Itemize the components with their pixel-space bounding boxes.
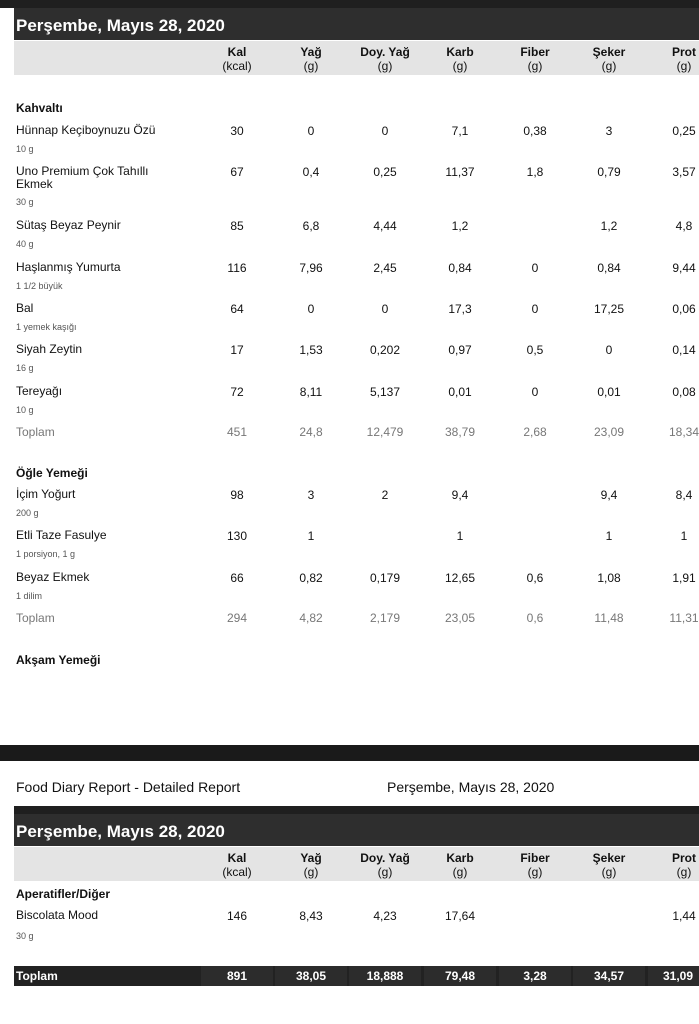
food-value-0: 17 (230, 343, 244, 357)
meal-label-snacks: Aperatifler/Diğer (16, 887, 111, 901)
food-value-2: 0,25 (373, 165, 397, 179)
food-value-5: 9,4 (600, 488, 618, 502)
page2-header-strip (14, 806, 699, 814)
food-name: Tereyağı (16, 384, 63, 398)
food-value-6: 0,06 (672, 302, 696, 316)
grand-total-value-1: 38,05 (275, 966, 347, 986)
meal-total-value-3: 23,05 (444, 611, 476, 625)
column-header-4 (500, 45, 570, 73)
food-value-6: 1 (680, 529, 688, 543)
column-unit: (g) (601, 59, 617, 73)
column-header-row (14, 41, 699, 75)
food-value-6: 0,25 (672, 124, 696, 138)
food-value-5: 17,25 (593, 302, 625, 316)
column-name: Prot (672, 851, 696, 865)
food-value-0: 67 (230, 165, 244, 179)
food-value-2: 0 (381, 124, 389, 138)
food-value-6: 0,14 (672, 343, 696, 357)
food-value-2: 2,45 (373, 261, 397, 275)
column-name: Kal (227, 851, 247, 865)
column-name: Fiber (520, 851, 550, 865)
food-value-1: 1,53 (299, 343, 323, 357)
day-title-2: Perşembe, Mayıs 28, 2020 (16, 822, 225, 841)
food-value-2: 2 (381, 488, 389, 502)
grand-total-value-6: 31,09 (648, 966, 699, 986)
meal-total-label: Toplam (16, 425, 55, 439)
column-unit: (g) (377, 59, 393, 73)
food-name: Beyaz Ekmek (16, 570, 90, 584)
food-serving: 30 g (16, 197, 34, 207)
food-value-3: 17,64 (444, 909, 476, 923)
food-name: Sütaş Beyaz Peynir (16, 218, 121, 232)
column-name: Şeker (592, 45, 626, 59)
food-value-3: 1 (456, 529, 464, 543)
food-value-2: 4,23 (373, 909, 397, 923)
column-name: Fiber (520, 45, 550, 59)
column-header-3 (425, 851, 495, 879)
meal-total-value-1: 4,82 (299, 611, 323, 625)
column-header-6 (649, 851, 699, 879)
food-value-3: 7,1 (451, 124, 469, 138)
food-value-5: 0,79 (597, 165, 621, 179)
food-value-4: 0 (531, 385, 539, 399)
meal-total-value-6: 18,34 (668, 425, 699, 439)
meal-label-breakfast: Kahvaltı (16, 101, 63, 115)
column-name: Karb (446, 851, 474, 865)
food-value-6: 3,57 (672, 165, 696, 179)
food-value-1: 6,8 (302, 219, 320, 233)
food-value-1: 8,43 (299, 909, 323, 923)
food-value-5: 1,08 (597, 571, 621, 585)
food-value-0: 146 (226, 909, 248, 923)
food-name: Etli Taze Fasulye (16, 528, 107, 542)
meal-total-value-1: 24,8 (299, 425, 323, 439)
food-value-0: 116 (227, 261, 247, 275)
column-unit: (g) (377, 865, 393, 879)
day-title: Perşembe, Mayıs 28, 2020 (16, 16, 225, 35)
column-name: Yağ (300, 851, 322, 865)
column-name: Karb (446, 45, 474, 59)
food-serving: 1 dilim (16, 591, 43, 601)
column-header-5 (574, 851, 644, 879)
food-name: Uno Premium Çok Tahıllı Ekmek (16, 164, 149, 191)
report-title: Food Diary Report - Detailed Report (16, 779, 241, 795)
meal-label-lunch: Öğle Yemeği (16, 466, 88, 480)
food-value-0: 98 (230, 488, 244, 502)
food-value-5: 0 (605, 343, 613, 357)
food-name: Siyah Zeytin (16, 342, 83, 356)
food-value-6: 0,08 (672, 385, 696, 399)
food-name: Hünnap Keçiboynuzu Özü (16, 123, 156, 137)
grand-total-value-5: 34,57 (573, 966, 645, 986)
column-unit: (g) (452, 865, 468, 879)
page-separator (0, 745, 699, 761)
food-value-2: 0,202 (369, 343, 401, 357)
food-value-1: 0,4 (302, 165, 320, 179)
food-value-0: 64 (230, 302, 244, 316)
food-value-2: 0,179 (369, 571, 401, 585)
food-value-3: 11,37 (445, 165, 475, 179)
food-serving: 10 g (16, 144, 34, 154)
meal-total-value-4: 0,6 (526, 611, 544, 625)
food-value-5: 3 (605, 124, 613, 138)
column-header-1 (276, 851, 346, 879)
column-unit: (kcal) (222, 865, 252, 879)
food-value-3: 12,65 (444, 571, 476, 585)
meal-total-value-2: 2,179 (369, 611, 401, 625)
meal-total-value-3: 38,79 (444, 425, 476, 439)
food-value-4: 0 (531, 261, 539, 275)
column-header-0 (202, 45, 272, 73)
column-unit: (g) (676, 59, 692, 73)
food-value-6: 9,44 (672, 261, 696, 275)
food-serving: 30 g (16, 931, 34, 941)
column-unit: (g) (527, 59, 543, 73)
food-value-1: 0 (307, 124, 315, 138)
food-value-4: 1,8 (526, 165, 544, 179)
meal-total-value-0: 294 (226, 611, 248, 625)
food-value-4: 0,5 (526, 343, 544, 357)
food-value-6: 1,44 (672, 909, 696, 923)
food-name: Biscolata Mood (16, 908, 99, 922)
grand-total-value-0: 891 (201, 966, 273, 986)
day-title-bar-2 (14, 814, 699, 846)
meal-total-value-0: 451 (226, 425, 248, 439)
food-serving: 1 yemek kaşığı (16, 322, 77, 332)
food-value-4: 0 (531, 302, 539, 316)
food-value-3: 1,2 (451, 219, 469, 233)
food-value-6: 8,4 (675, 488, 693, 502)
column-header-3 (425, 45, 495, 73)
food-value-2: 0 (381, 302, 389, 316)
food-name: Haşlanmış Yumurta (16, 260, 121, 274)
food-value-2: 4,44 (373, 219, 397, 233)
meal-total-value-2: 12,479 (366, 425, 404, 439)
column-name: Şeker (592, 851, 626, 865)
column-unit: (g) (303, 865, 319, 879)
food-value-5: 1 (605, 529, 613, 543)
column-name: Doy. Yağ (360, 851, 410, 865)
column-header-4 (500, 851, 570, 879)
food-value-1: 0 (307, 302, 315, 316)
page-top-strip (0, 0, 699, 8)
grand-total-value-2: 18,888 (349, 966, 421, 986)
grand-total-value-4: 3,28 (499, 966, 571, 986)
meal-total-label: Toplam (16, 611, 55, 625)
food-value-4: 0,6 (526, 571, 544, 585)
food-value-0: 85 (230, 219, 244, 233)
column-name: Yağ (300, 45, 322, 59)
grand-total-value-3: 79,48 (424, 966, 496, 986)
food-name: Bal (16, 301, 34, 315)
food-value-3: 17,3 (448, 302, 472, 316)
column-name: Prot (672, 45, 696, 59)
food-serving: 40 g (16, 239, 34, 249)
food-value-2: 5,137 (369, 385, 401, 399)
food-value-3: 0,01 (448, 385, 472, 399)
grand-total-label: Toplam (16, 969, 58, 983)
food-value-0: 130 (226, 529, 248, 543)
column-unit: (g) (527, 865, 543, 879)
column-unit: (g) (676, 865, 692, 879)
food-value-0: 72 (230, 385, 244, 399)
grand-total-bar (14, 966, 699, 986)
column-unit: (kcal) (222, 59, 252, 73)
column-header-1 (276, 45, 346, 73)
meal-total-value-5: 11,48 (594, 611, 624, 625)
food-value-5: 0,84 (597, 261, 621, 275)
food-value-0: 30 (230, 124, 244, 138)
food-value-3: 0,97 (448, 343, 472, 357)
column-header-5 (574, 45, 644, 73)
food-serving: 16 g (16, 363, 34, 373)
column-unit: (g) (601, 865, 617, 879)
food-value-4: 0,38 (523, 124, 547, 138)
food-value-0: 66 (230, 571, 244, 585)
food-value-3: 0,84 (448, 261, 472, 275)
column-header-row-2 (14, 847, 699, 881)
column-header-0 (202, 851, 272, 879)
column-unit: (g) (452, 59, 468, 73)
food-serving: 1 porsiyon, 1 g (16, 549, 76, 559)
day-title-bar (14, 8, 699, 40)
food-name: İçim Yoğurt (16, 487, 76, 501)
column-unit: (g) (303, 59, 319, 73)
column-header-2 (350, 851, 420, 879)
food-value-5: 0,01 (597, 385, 621, 399)
food-value-6: 4,8 (675, 219, 693, 233)
column-name: Kal (227, 45, 247, 59)
meal-total-value-6: 11,31 (669, 611, 699, 625)
food-serving: 10 g (16, 405, 34, 415)
column-header-2 (350, 45, 420, 73)
food-value-1: 1 (307, 529, 315, 543)
meal-total-value-4: 2,68 (523, 425, 547, 439)
food-value-6: 1,91 (672, 571, 696, 585)
column-header-6 (649, 45, 699, 73)
food-value-3: 9,4 (451, 488, 469, 502)
column-name: Doy. Yağ (360, 45, 410, 59)
food-serving: 1 1/2 büyük (16, 281, 63, 291)
food-serving: 200 g (16, 508, 39, 518)
food-value-1: 7,96 (299, 261, 323, 275)
meal-label-dinner: Akşam Yemeği (16, 653, 101, 667)
food-value-1: 0,82 (299, 571, 323, 585)
report-date: Perşembe, Mayıs 28, 2020 (387, 779, 555, 795)
food-value-5: 1,2 (600, 219, 618, 233)
food-value-1: 3 (307, 488, 315, 502)
food-value-1: 8,11 (299, 385, 323, 399)
meal-total-value-5: 23,09 (593, 425, 625, 439)
